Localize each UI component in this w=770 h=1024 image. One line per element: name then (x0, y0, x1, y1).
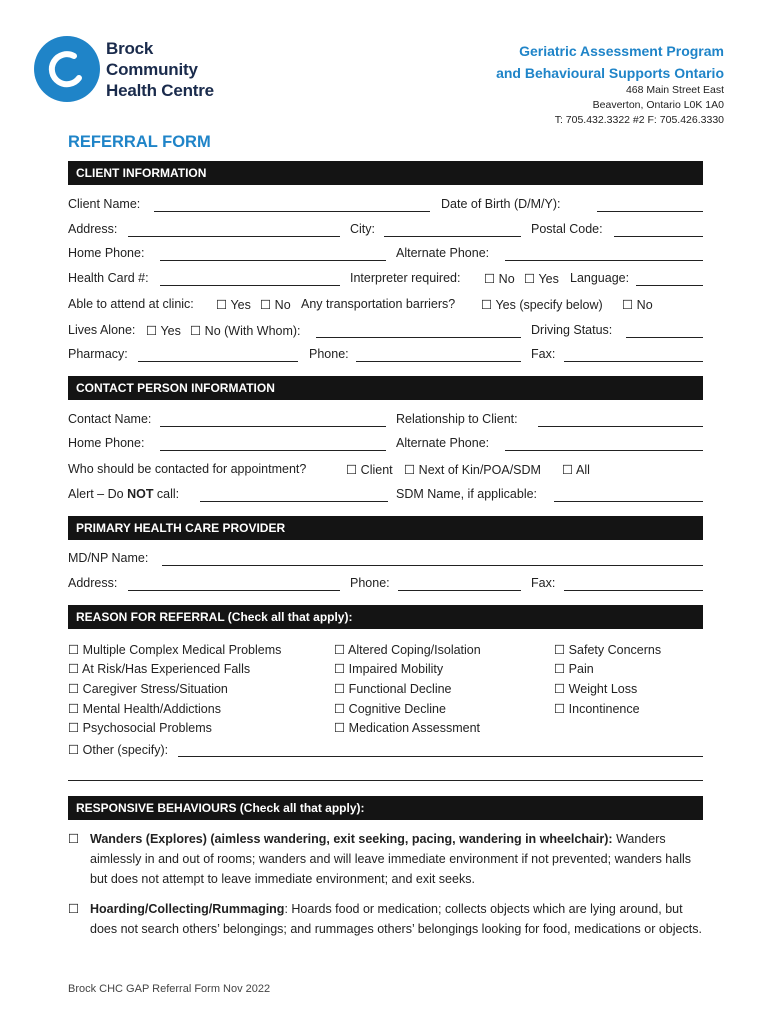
dob-label: Date of Birth (D/M/Y): (441, 197, 561, 211)
reason-psychosocial-checkbox[interactable]: ☐ Psychosocial Problems (68, 721, 212, 735)
pharmacy-fax-field[interactable] (564, 361, 703, 362)
footer-text: Brock CHC GAP Referral Form Nov 2022 (68, 983, 271, 995)
reason-heading: REASON FOR REFERRAL (Check all that apply): (68, 605, 703, 629)
language-label: Language: (570, 271, 630, 285)
row-pharmacy (68, 347, 703, 365)
client-name-label: Client Name: (68, 197, 141, 211)
lives-alone-label: Lives Alone: (68, 323, 136, 337)
reason-mobility-checkbox[interactable]: ☐ Impaired Mobility (334, 662, 444, 676)
reason-pain-checkbox[interactable]: ☐ Pain (554, 662, 594, 676)
relationship-label: Relationship to Client: (396, 412, 518, 426)
who-contact-label: Who should be contacted for appointment? (68, 462, 307, 476)
city-field[interactable] (384, 236, 521, 237)
wanders-text: Wanders aimlessly in and out of rooms; wanders and will leave immediate environment if not prevented; wanders halls but does not attempt to leave immediate environment; and exit seeks. (90, 832, 691, 886)
attend-label: Able to attend at clinic: (68, 297, 194, 311)
pharmacy-phone-label: Phone: (309, 347, 349, 361)
driving-field[interactable] (626, 337, 703, 338)
interpreter-no-checkbox[interactable]: ☐ No (484, 272, 515, 286)
reason-coping-checkbox[interactable]: ☐ Altered Coping/Isolation (334, 643, 481, 657)
transport-no-checkbox[interactable]: ☐ No (622, 298, 653, 312)
reason-medical-checkbox[interactable]: ☐ Multiple Complex Medical Problems (68, 643, 282, 657)
reason-other-checkbox[interactable]: ☐ Other (specify): (68, 743, 169, 757)
hoarding-title: Hoarding/Collecting/Rummaging (90, 902, 285, 916)
address-phones: T: 705.432.3322 #2 F: 705.426.3330 (554, 114, 724, 126)
row-attend (68, 297, 703, 315)
contact-name-label: Contact Name: (68, 412, 152, 426)
alert-post: call: (153, 487, 180, 501)
row-alert (68, 487, 703, 505)
address-field[interactable] (128, 236, 340, 237)
home-phone-label: Home Phone: (68, 246, 145, 260)
dob-field[interactable] (597, 211, 703, 212)
reason-other-field-line-2[interactable] (68, 780, 703, 781)
contact-name-field[interactable] (160, 426, 386, 427)
sdm-field[interactable] (554, 501, 703, 502)
contact-kin-checkbox[interactable]: ☐ Next of Kin/POA/SDM (404, 463, 541, 477)
alert-field[interactable] (200, 501, 388, 502)
contact-alt-phone-label: Alternate Phone: (396, 436, 490, 450)
program-name (496, 40, 724, 84)
interpreter-label: Interpreter required: (350, 271, 461, 285)
row-who-contact (68, 462, 703, 480)
language-field[interactable] (636, 285, 703, 286)
md-label: MD/NP Name: (68, 551, 149, 565)
sdm-label: SDM Name, if applicable: (396, 487, 538, 501)
alt-phone-label: Alternate Phone: (396, 246, 490, 260)
driving-label: Driving Status: (531, 323, 613, 337)
row-other (68, 742, 703, 760)
relationship-field[interactable] (538, 426, 703, 427)
program-line-1: Geriatric Assessment Program (519, 43, 724, 59)
reason-other-field[interactable] (178, 756, 703, 757)
org-line-3: Health Centre (106, 81, 214, 100)
reason-safety-checkbox[interactable]: ☐ Safety Concerns (554, 643, 662, 657)
pharmacy-phone-field[interactable] (356, 361, 521, 362)
pharmacy-field[interactable] (138, 361, 298, 362)
provider-phone-field[interactable] (398, 590, 521, 591)
city-label: City: (350, 222, 375, 236)
row-provider-address (68, 576, 703, 594)
org-line-2: Community (106, 60, 198, 79)
with-whom-field[interactable] (316, 337, 521, 338)
provider-phone-label: Phone: (350, 576, 390, 590)
home-phone-field[interactable] (160, 260, 386, 261)
contact-home-phone-label: Home Phone: (68, 436, 145, 450)
alt-phone-field[interactable] (505, 260, 703, 261)
row-md (68, 551, 703, 569)
wanders-title: Wanders (Explores) (aimless wandering, exit seeking, pacing, wandering in wheelchair): (90, 832, 613, 846)
md-field[interactable] (162, 565, 703, 566)
hoarding-description (90, 899, 702, 939)
contact-info-heading: CONTACT PERSON INFORMATION (68, 376, 703, 400)
form-title: REFERRAL FORM (68, 133, 211, 151)
row-lives-alone (68, 323, 703, 341)
row-client-name (68, 197, 703, 215)
org-name (106, 38, 214, 101)
pharmacy-fax-label: Fax: (531, 347, 556, 361)
org-line-1: Brock (106, 39, 154, 58)
hoarding-checkbox[interactable]: ☐ (68, 902, 80, 916)
transport-label: Any transportation barriers? (301, 297, 456, 311)
provider-fax-field[interactable] (564, 590, 703, 591)
attend-yes-checkbox[interactable]: ☐ Yes (216, 298, 251, 312)
reason-mental-health-checkbox[interactable]: ☐ Mental Health/Addictions (68, 702, 221, 716)
provider-address-field[interactable] (128, 590, 340, 591)
row-address (68, 222, 703, 240)
transport-yes-checkbox[interactable]: ☐ Yes (specify below) (481, 298, 603, 312)
address-city: Beaverton, Ontario L0K 1A0 (592, 99, 724, 111)
alert-not: NOT (127, 487, 154, 501)
postal-field[interactable] (614, 236, 703, 237)
program-line-2: and Behavioural Supports Ontario (496, 65, 724, 81)
lives-yes-checkbox[interactable]: ☐ Yes (146, 324, 181, 338)
row-phones (68, 246, 703, 264)
contact-home-phone-field[interactable] (160, 450, 386, 451)
postal-label: Postal Code: (531, 222, 603, 236)
address-street: 468 Main Street East (625, 84, 724, 96)
alert-pre: Alert – Do (68, 487, 128, 501)
attend-no-checkbox[interactable]: ☐ No (260, 298, 291, 312)
contact-alt-phone-field[interactable] (505, 450, 703, 451)
lives-no-checkbox[interactable]: ☐ No (With Whom): (190, 324, 301, 338)
reason-falls-checkbox[interactable]: ☐ At Risk/Has Experienced Falls (68, 662, 251, 676)
health-card-field[interactable] (160, 285, 340, 286)
reason-medication-checkbox[interactable]: ☐ Medication Assessment (334, 721, 480, 735)
health-card-label: Health Card #: (68, 271, 149, 285)
brock-chc-logo-icon (34, 36, 100, 102)
hoarding-text: : Hoards food or medication; collects objects which are lying around, but does not search others’ belongings; and rummages others’ belongings looking for food, medications or objects. (90, 902, 702, 936)
org-address (555, 83, 724, 128)
reason-functional-checkbox[interactable]: ☐ Functional Decline (334, 682, 452, 696)
reason-weight-checkbox[interactable]: ☐ Weight Loss (554, 682, 638, 696)
alert-label (68, 487, 179, 501)
contact-all-checkbox[interactable]: ☐ All (562, 463, 590, 477)
wanders-description (90, 829, 702, 889)
pharmacy-label: Pharmacy: (68, 347, 128, 361)
interpreter-yes-checkbox[interactable]: ☐ Yes (524, 272, 559, 286)
provider-heading: PRIMARY HEALTH CARE PROVIDER (68, 516, 703, 540)
row-contact-name (68, 412, 703, 430)
client-name-field[interactable] (154, 211, 430, 212)
address-label: Address: (68, 222, 118, 236)
provider-fax-label: Fax: (531, 576, 556, 590)
client-info-heading: CLIENT INFORMATION (68, 161, 703, 185)
reason-caregiver-checkbox[interactable]: ☐ Caregiver Stress/Situation (68, 682, 228, 696)
reason-incontinence-checkbox[interactable]: ☐ Incontinence (554, 702, 640, 716)
row-health-card (68, 271, 703, 289)
contact-client-checkbox[interactable]: ☐ Client (346, 463, 393, 477)
row-contact-phones (68, 436, 703, 454)
reason-cognitive-checkbox[interactable]: ☐ Cognitive Decline (334, 702, 446, 716)
wanders-checkbox[interactable]: ☐ (68, 832, 80, 846)
provider-address-label: Address: (68, 576, 118, 590)
behaviours-heading: RESPONSIVE BEHAVIOURS (Check all that apply): (68, 796, 703, 820)
